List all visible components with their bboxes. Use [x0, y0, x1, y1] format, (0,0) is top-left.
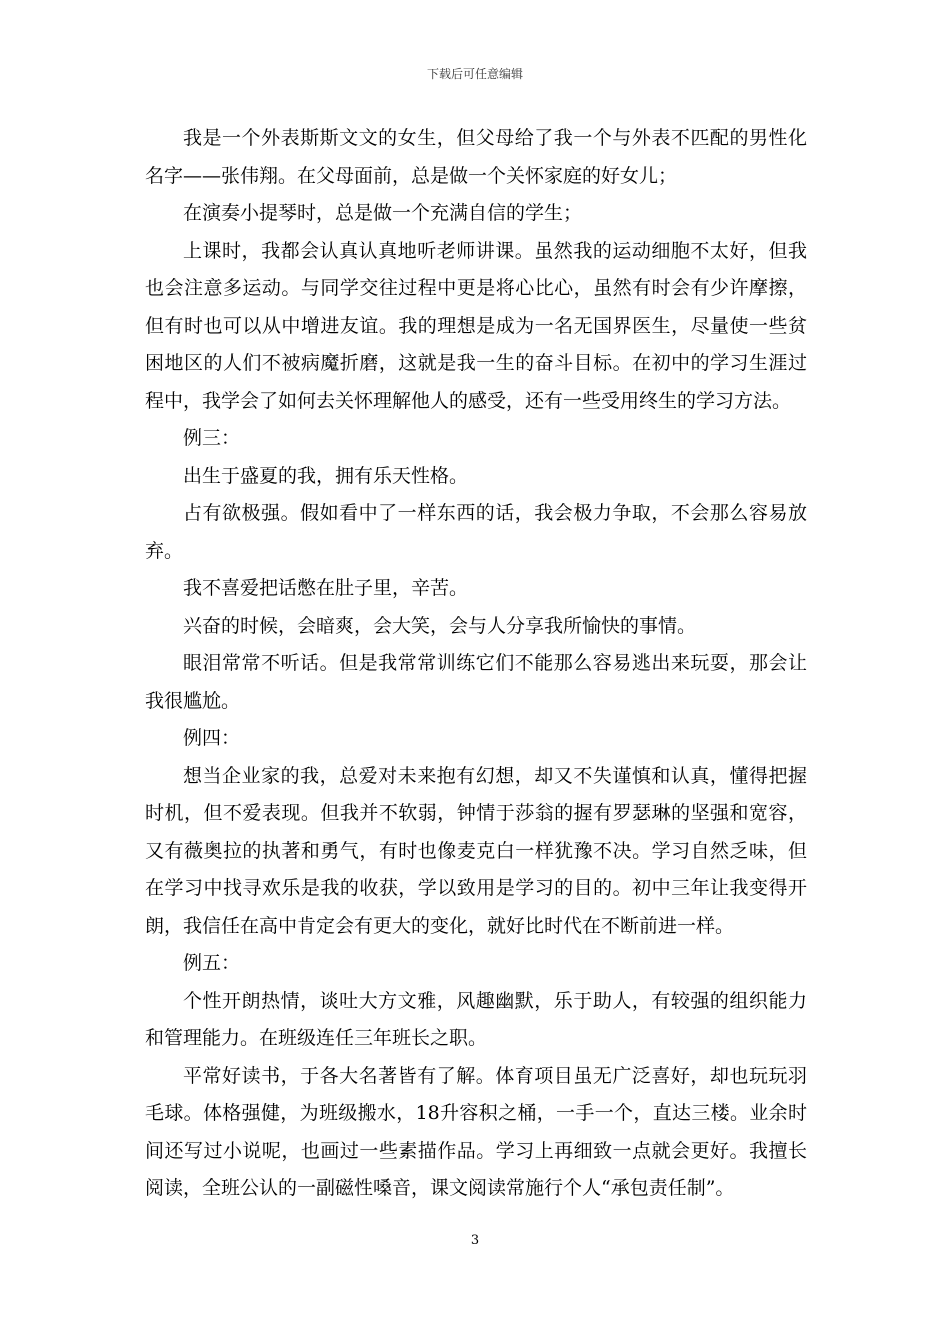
example-five-heading: 例五： — [183, 952, 241, 974]
paragraph-summer: 出生于盛夏的我，拥有乐天性格。 — [183, 464, 469, 487]
paragraph-reading: 平常好读书，于各大名著皆有了解。体育项目虽无广泛喜好，却也玩玩羽毛球。体格强健，为班级搬水，18升容积之桶，一手一个，直达三楼。业余时间还写过小说呢，也画过一些素描作品。学习上再细致一点就会更好。我擅长阅读，全班公认的一副磁性嗓音，课文阅读常施行个人“承包责任制”。 — [145, 1064, 807, 1199]
paragraph-tears: 眼泪常常不听话。但是我常常训练它们不能那么容易逃出来玩耍，那会让我很尴尬。 — [145, 652, 807, 712]
page-header: 下载后可任意编辑 — [426, 67, 523, 81]
paragraph-intro: 我是一个外表斯斯文文的女生，但父母给了我一个与外表不匹配的男性化名字——张伟翔。在父母面前，总是做一个关怀家庭的好女儿； — [145, 127, 807, 187]
page-number: 3 — [470, 1233, 480, 1248]
paragraph-speak-out: 我不喜爱把话憋在肚子里，辛苦。 — [183, 577, 469, 599]
paragraph-possessive: 占有欲极强。假如看中了一样东西的话，我会极力争取，不会那么容易放弃。 — [145, 502, 807, 562]
paragraph-class: 上课时，我都会认真认真地听老师讲课。虽然我的运动细胞不太好，但我也会注意多运动。与同学交往过程中更是将心比心，虽然有时会有少许摩擦，但有时也可以从中增进友谊。我的理想是成为一名无国界医生，尽量使一些贫困地区的人们不被病魔折磨，这就是我一生的奋斗目标。在初中的学习生涯过程中，我学会了如何去关怀理解他人的感受，还有一些受用终生的学习方法。 — [145, 239, 807, 412]
document-body — [145, 120, 807, 1208]
example-three-heading: 例三： — [183, 427, 241, 449]
example-four-heading: 例四： — [183, 727, 241, 749]
paragraph-excited: 兴奋的时候，会暗爽，会大笑，会与人分享我所愉快的事情。 — [183, 614, 697, 637]
paragraph-violin: 在演奏小提琴时，总是做一个充满自信的学生； — [183, 202, 583, 224]
paragraph-entrepreneur: 想当企业家的我，总爱对未来抱有幻想，却又不失谨慎和认真，懂得把握时机，但不爱表现。但我并不软弱，钟情于莎翁的握有罗瑟琳的坚强和宽容，又有薇奥拉的执著和勇气，有时也像麦克白一样犹豫不决。学习自然乏味，但在学习中找寻欢乐是我的收获，学以致用是学习的目的。初中三年让我变得开朗，我信任在高中肯定会有更大的变化，就好比时代在不断前进一样。 — [145, 764, 807, 937]
paragraph-personality: 个性开朗热情，谈吐大方文雅，风趣幽默，乐于助人，有较强的组织能力和管理能力。在班级连任三年班长之职。 — [145, 989, 807, 1049]
